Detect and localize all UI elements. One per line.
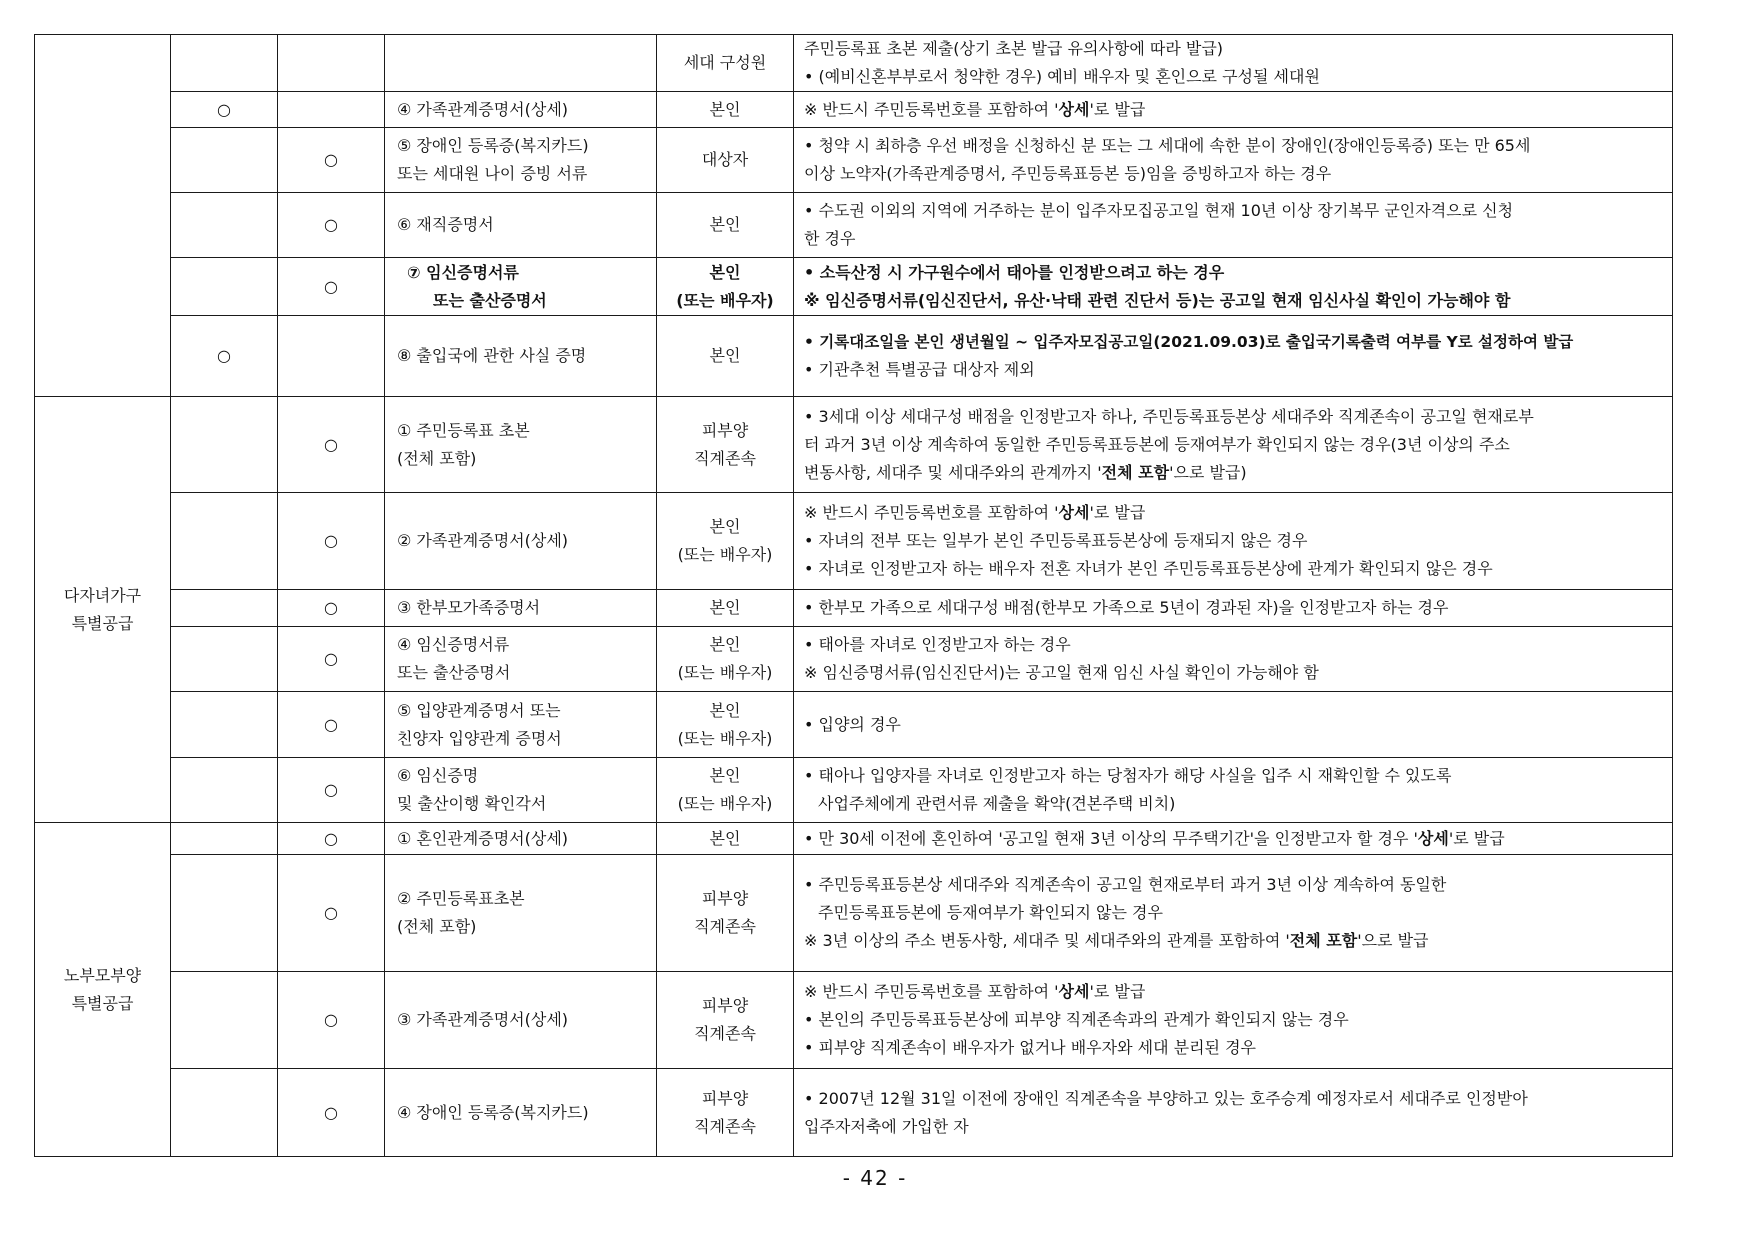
check-mark: ○: [278, 692, 385, 758]
notes-cell: ※ 반드시 주민등록번호를 포함하여 '상세'로 발급 • 본인의 주민등록표등본상에 피부양 직계존속과의 관계가 확인되지 않는 경우 • 피부양 직계존속이 배우자가 없거나 배우자와 세대 분리된 경우: [794, 972, 1673, 1069]
check-col-1: [171, 823, 278, 855]
table-row: [35, 1069, 1673, 1157]
submitter-cell: 피부양 직계존속: [657, 397, 794, 493]
document-cell: ③ 가족관계증명서(상세): [385, 972, 657, 1069]
submitter-cell: 세대 구성원: [657, 35, 794, 92]
document-cell: ② 주민등록표초본 (전체 포함): [385, 855, 657, 972]
document-cell: ① 주민등록표 초본 (전체 포함): [385, 397, 657, 493]
check-mark: ○: [278, 397, 385, 493]
required-documents-table: [34, 34, 1673, 1157]
document-cell: ⑥ 임신증명 및 출산이행 확인각서: [385, 758, 657, 823]
table-row: [35, 758, 1673, 823]
check-mark: ○: [278, 590, 385, 627]
check-mark: ○: [171, 316, 278, 397]
table-row: [35, 692, 1673, 758]
check-mark: ○: [278, 193, 385, 258]
notes-cell: • 2007년 12월 31일 이전에 장애인 직계존속을 부양하고 있는 호주승계 예정자로서 세대주로 인정받아 입주자저축에 가입한 자: [794, 1069, 1673, 1157]
table-row: [35, 823, 1673, 855]
section-multi-child: 다자녀가구 특별공급: [35, 397, 171, 823]
check-col-1: [171, 493, 278, 590]
table-row: [35, 35, 1673, 92]
section-elderly-parent: 노부모부양 특별공급: [35, 823, 171, 1157]
document-cell: ⑤ 장애인 등록증(복지카드) 또는 세대원 나이 증빙 서류: [385, 128, 657, 193]
submitter-cell: 본인 (또는 배우자): [657, 258, 794, 316]
document-cell: ② 가족관계증명서(상세): [385, 493, 657, 590]
check-mark: ○: [278, 1069, 385, 1157]
document-cell: ① 혼인관계증명서(상세): [385, 823, 657, 855]
table-row: [35, 972, 1673, 1069]
check-col-1: [171, 590, 278, 627]
table-row: [35, 193, 1673, 258]
document-cell: ⑧ 출입국에 관한 사실 증명: [385, 316, 657, 397]
check-col-1: [171, 692, 278, 758]
notes-cell: • 수도권 이외의 지역에 거주하는 분이 입주자모집공고일 현재 10년 이상 장기복무 군인자격으로 신청 한 경우: [794, 193, 1673, 258]
check-col-2: [278, 92, 385, 128]
table-row: [35, 590, 1673, 627]
check-mark: ○: [278, 758, 385, 823]
check-mark: ○: [278, 258, 385, 316]
table-row: [35, 316, 1673, 397]
check-col-1: [171, 128, 278, 193]
check-mark: ○: [278, 627, 385, 692]
submitter-cell: 피부양 직계존속: [657, 855, 794, 972]
submitter-cell: 본인: [657, 193, 794, 258]
notes-cell: 주민등록표 초본 제출(상기 초본 발급 유의사항에 따라 발급) • (예비신혼부부로서 청약한 경우) 예비 배우자 및 혼인으로 구성될 세대원: [794, 35, 1673, 92]
table-row: [35, 493, 1673, 590]
table-row: [35, 855, 1673, 972]
check-col-1: [171, 193, 278, 258]
check-col-1: [171, 1069, 278, 1157]
submitter-cell: 본인: [657, 590, 794, 627]
document-cell: ⑦ 임신증명서류 또는 출산증명서: [385, 258, 657, 316]
document-cell: ④ 임신증명서류 또는 출산증명서: [385, 627, 657, 692]
notes-cell: • 청약 시 최하층 우선 배정을 신청하신 분 또는 그 세대에 속한 분이 장애인(장애인등록증) 또는 만 65세 이상 노약자(가족관계증명서, 주민등록표등본 등)임을 증빙하고자 하는 경우: [794, 128, 1673, 193]
check-col-1: [171, 972, 278, 1069]
submitter-cell: 대상자: [657, 128, 794, 193]
submitter-cell: 피부양 직계존속: [657, 1069, 794, 1157]
notes-cell: • 입양의 경우: [794, 692, 1673, 758]
notes-cell: • 주민등록표등본상 세대주와 직계존속이 공고일 현재로부터 과거 3년 이상 계속하여 동일한 주민등록표등본에 등재여부가 확인되지 않는 경우 ※ 3년 이상의 주소 변동사항, 세대주 및 세대주와의 관계를 포함하여 '전체 포함'으로 발급: [794, 855, 1673, 972]
notes-cell: • 만 30세 이전에 혼인하여 '공고일 현재 3년 이상의 무주택기간'을 인정받고자 할 경우 '상세'로 발급: [794, 823, 1673, 855]
table-row: [35, 258, 1673, 316]
table-row: [35, 627, 1673, 692]
notes-cell: • 소득산정 시 가구원수에서 태아를 인정받으려고 하는 경우 ※ 임신증명서류(임신진단서, 유산·낙태 관련 진단서 등)는 공고일 현재 임신사실 확인이 가능해야 함: [794, 258, 1673, 316]
document-cell: ⑤ 입양관계증명서 또는 친양자 입양관계 증명서: [385, 692, 657, 758]
document-cell: ⑥ 재직증명서: [385, 193, 657, 258]
submitter-cell: 본인 (또는 배우자): [657, 493, 794, 590]
check-col-1: [171, 855, 278, 972]
check-col-2: [278, 35, 385, 92]
table-row: [35, 397, 1673, 493]
section-cell-prev: [35, 35, 171, 397]
table-row: [35, 92, 1673, 128]
notes-cell: ※ 반드시 주민등록번호를 포함하여 '상세'로 발급: [794, 92, 1673, 128]
check-col-1: [171, 35, 278, 92]
submitter-cell: 피부양 직계존속: [657, 972, 794, 1069]
notes-cell: • 기록대조일을 본인 생년월일 ~ 입주자모집공고일(2021.09.03)로 출입국기록출력 여부를 Y로 설정하여 발급 • 기관추천 특별공급 대상자 제외: [794, 316, 1673, 397]
check-col-2: [278, 316, 385, 397]
submitter-cell: 본인 (또는 배우자): [657, 758, 794, 823]
check-col-1: [171, 397, 278, 493]
check-mark: ○: [278, 823, 385, 855]
notes-cell: ※ 반드시 주민등록번호를 포함하여 '상세'로 발급 • 자녀의 전부 또는 일부가 본인 주민등록표등본상에 등재되지 않은 경우 • 자녀로 인정받고자 하는 배우자 전혼 자녀가 본인 주민등록표등본상에 관계가 확인되지 않은 경우: [794, 493, 1673, 590]
check-col-1: [171, 758, 278, 823]
check-mark: ○: [278, 493, 385, 590]
document-cell: ③ 한부모가족증명서: [385, 590, 657, 627]
submitter-cell: 본인: [657, 92, 794, 128]
notes-cell: • 태아나 입양자를 자녀로 인정받고자 하는 당첨자가 해당 사실을 입주 시 재확인할 수 있도록 사업주체에게 관련서류 제출을 확약(견본주택 비치): [794, 758, 1673, 823]
check-mark: ○: [278, 972, 385, 1069]
check-mark: ○: [278, 855, 385, 972]
page-number: - 42 -: [842, 1166, 908, 1190]
submitter-cell: 본인 (또는 배우자): [657, 692, 794, 758]
table-row: [35, 128, 1673, 193]
check-mark: ○: [171, 92, 278, 128]
check-col-1: [171, 258, 278, 316]
submitter-cell: 본인: [657, 823, 794, 855]
notes-cell: • 태아를 자녀로 인정받고자 하는 경우 ※ 임신증명서류(임신진단서)는 공고일 현재 임신 사실 확인이 가능해야 함: [794, 627, 1673, 692]
document-cell: ④ 장애인 등록증(복지카드): [385, 1069, 657, 1157]
notes-cell: • 한부모 가족으로 세대구성 배점(한부모 가족으로 5년이 경과된 자)을 인정받고자 하는 경우: [794, 590, 1673, 627]
document-cell: [385, 35, 657, 92]
document-cell: ④ 가족관계증명서(상세): [385, 92, 657, 128]
submitter-cell: 본인 (또는 배우자): [657, 627, 794, 692]
check-mark: ○: [278, 128, 385, 193]
submitter-cell: 본인: [657, 316, 794, 397]
check-col-1: [171, 627, 278, 692]
notes-cell: • 3세대 이상 세대구성 배점을 인정받고자 하나, 주민등록표등본상 세대주와 직계존속이 공고일 현재로부 터 과거 3년 이상 계속하여 동일한 주민등록표등본에 등재여부가 확인되지 않는 경우(3년 이상의 주소 변동사항, 세대주 및 세대주와의 관계까지 '전체 포함'으로 발급): [794, 397, 1673, 493]
